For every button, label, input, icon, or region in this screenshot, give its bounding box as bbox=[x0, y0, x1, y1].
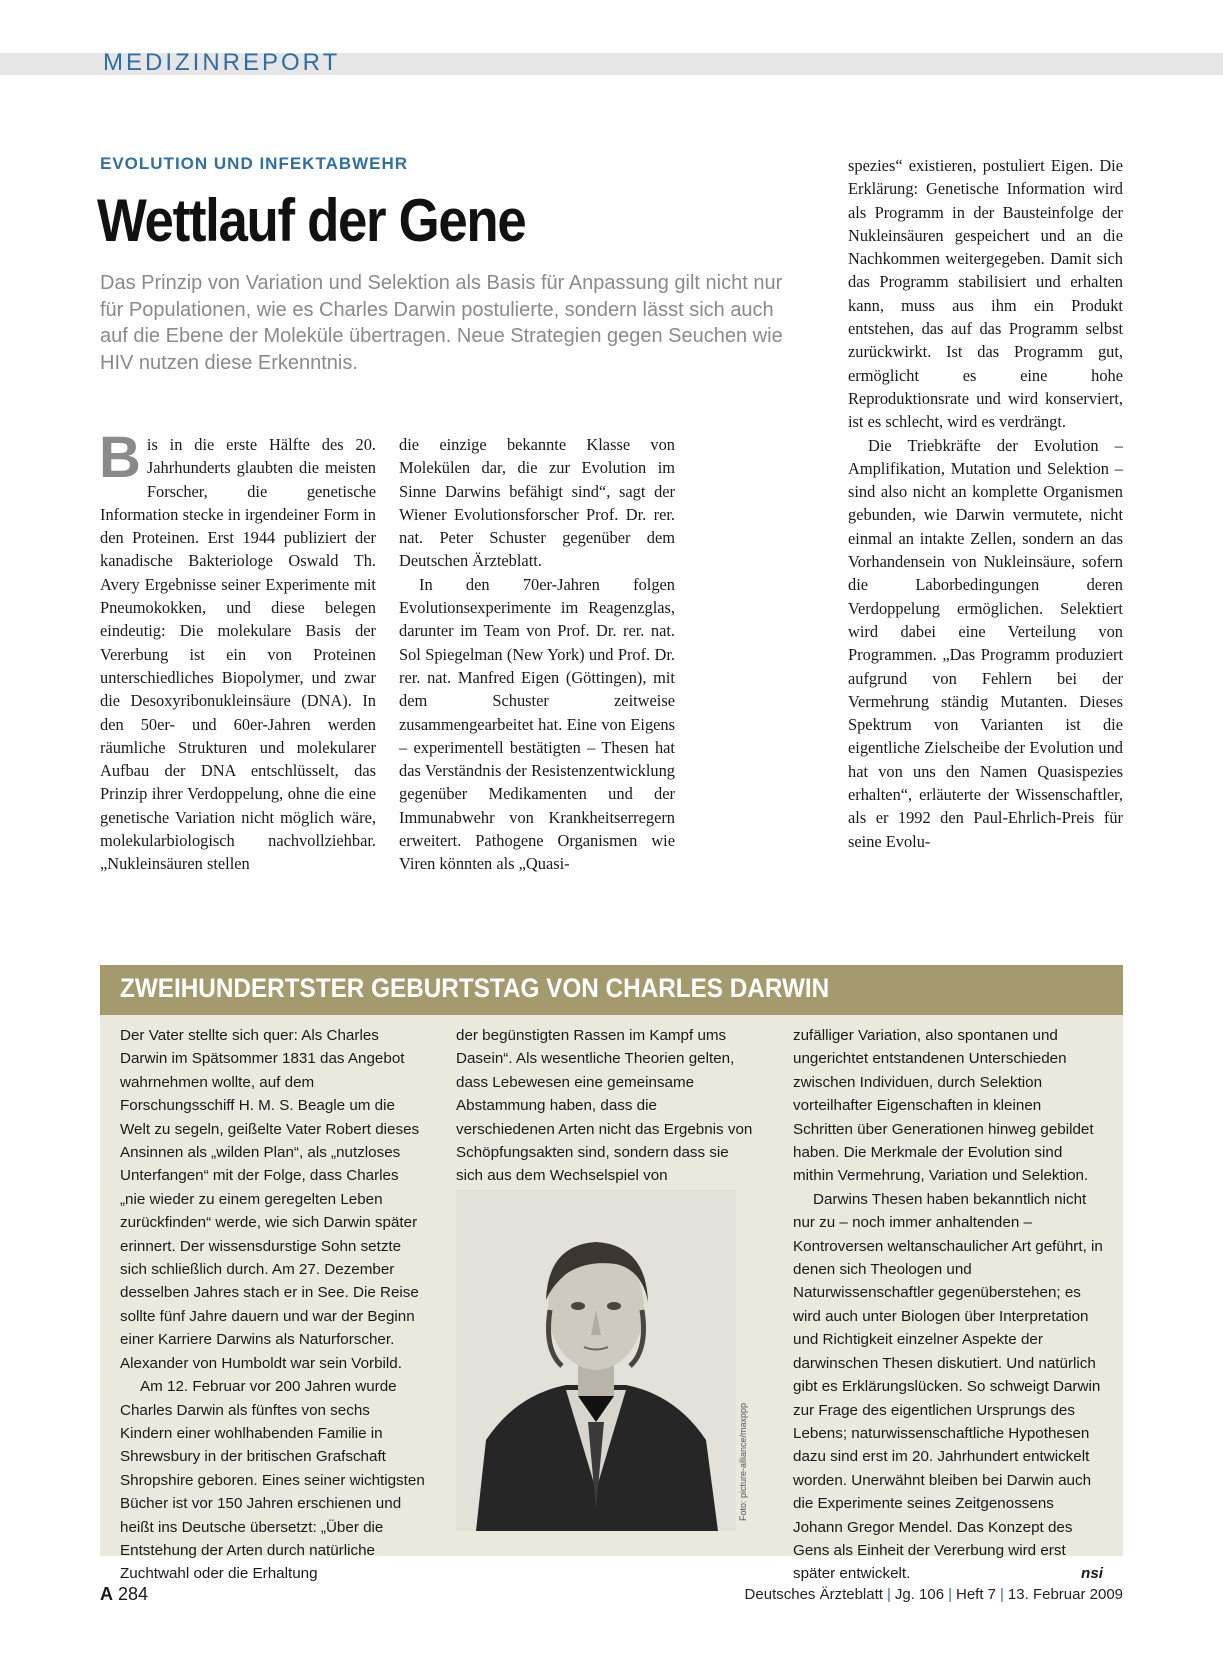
article-paragraph: die einzige bekannte Klasse von Molekülen dar, die zur Evolution im Sinne Darwins befähigt sind“, sagt der Wiener Evolutionsforscher Prof. Dr. rer. nat. Peter Schuster gegenüber dem Deutschen Ärzteblatt. bbox=[399, 435, 675, 571]
separator: | bbox=[1000, 1586, 1004, 1603]
separator: | bbox=[948, 1586, 952, 1603]
article-headline: Wettlauf der Gene bbox=[97, 187, 526, 254]
page-prefix: A bbox=[100, 1584, 113, 1604]
paragraph-text: Darwins Thesen haben bekanntlich nicht nur zu – noch immer anhaltenden – Kontroversen weltanschaulicher Art geführt, in denen sich Theologen und Naturwissenschaftler gegenüberstehen; es wird auch unter Biologen über Interpretation und Richtigkeit einzelner Aspekte der darwinschen Thesen diskutiert. Und natürlich gibt es Erklärungslücken. So schweigt Darwin zur Frage des eigentlichen Ursprungs des Lebens; naturwissenschaftliche Hypothesen dazu sind erst im 20. Jahrhundert entwickelt worden. Unerwähnt bleiben bei Darwin auch die Experimente seines Zeitgenossens Johann Gregor Mendel. Das Konzept des Gens als Einheit der Vererbung wird erst später entwickelt. bbox=[793, 1190, 1103, 1583]
info-box-column-3 bbox=[793, 1024, 1103, 1586]
article-paragraph: spezies“ existieren, postuliert Eigen. Die Erklärung: Genetische Information wird als Programm in der Bausteinfolge der Nukleinsäuren gespeichert und an die Nachkommen weitergegeben. Damit sich das Programm stabilisiert und erhalten kann, muss aus ihm ein Produkt entstehen, das auf das Programm selbst zurückwirkt. Ist das Programm gut, ermöglicht es eine hohe Reproduktionsrate und wird konserviert, ist es schlecht, wird es verdrängt. bbox=[848, 156, 1123, 432]
author-signature: nsi bbox=[1081, 1565, 1103, 1583]
article-column-3 bbox=[848, 154, 1123, 853]
page-number bbox=[100, 1584, 148, 1605]
box-paragraph: Der Vater stellte sich quer: Als Charles Darwin im Spätsommer 1831 das Angebot wahrnehmen wollte, auf dem Forschungsschiff H. M. S. Beagle um die Welt zu segeln, geißelte Vater Robert dieses Ansinnen als „wilden Plan“, als „nutzloses Unterfangen“ mit der Folge, dass Charles „nie wieder zu einem geregelten Leben zurückfinden“ werde, wie sich Darwin später erinnert. Der wissensdurstige Sohn setzte sich schließlich durch. Am 27. Dezember desselben Jahres stach er in See. Die Reise sollte fünf Jahre dauern und war der Beginn einer Karriere Darwins als Naturforscher. Alexander von Humboldt war sein Vorbild. bbox=[120, 1027, 420, 1372]
article-paragraph: Die Triebkräfte der Evolution – Amplifikation, Mutation und Selektion – sind also nicht an komplette Organismen gebunden, wie Darwin vermutete, nicht einmal an intakte Zellen, sondern an das Vorhandensein von Nukleinsäure, sofern die Laborbedingungen deren Verdoppelung ermöglichen. Selektiert wird dabei eine Verteilung von Programmen. „Das Programm produziert aufgrund von Fehlern bei der Vermehrung ständig Mutanten. Dieses Spektrum von Varianten ist die eigentliche Zielscheibe der Evolution und hat von uns den Namen Quasispezies erhalten“, erläuterte der Wissenschaftler, als er 1992 den Paul-Ehrlich-Preis für seine Evolu- bbox=[848, 435, 1123, 851]
journal-date: 13. Februar 2009 bbox=[1007, 1586, 1123, 1603]
darwin-portrait-photo bbox=[456, 1190, 736, 1531]
article-paragraph bbox=[99, 425, 376, 876]
info-box-title: ZWEIHUNDERTSTER GEBURTSTAG VON CHARLES DARWIN bbox=[120, 973, 830, 1003]
drop-cap: B bbox=[99, 425, 141, 490]
info-box bbox=[100, 965, 1123, 1583]
page-number-value: 284 bbox=[118, 1584, 149, 1604]
article-paragraph: In den 70er-Jahren folgen Evolutionsexperimente im Reagenzglas, darunter im Team von Prof. Dr. rer. nat. Sol Spiegelman (New York) und Prof. Dr. rer. nat. Manfred Eigen (Göttingen), mit dem Schuster zeitweise zusammengearbeitet hat. Eine von Eigens – experimentell bestätigten – Thesen hat das Verständnis der Resistenzentwicklung gegenüber Medikamenten und der Immunabwehr von Krankheitserregern erweitert. Pathogene Organismen wie Viren könnten als „Quasi- bbox=[399, 574, 675, 874]
paragraph-text: is in die erste Hälfte des 20. Jahrhunderts glaubten die meisten Forscher, die genetische Information stecke in irgendeiner Form in den Proteinen. Erst 1944 publiziert der kanadische Bakteriologe Oswald Th. Avery Ergebnisse seiner Experimente mit Pneumokokken, und diese belegen eindeutig: Die molekulare Basis der Vererbung ist ein von Proteinen unterschiedliches Biopolymer, und zwar die Desoxyribonukleinsäure (DNA). In den 50er- und 60er-Jahren werden räumliche Strukturen und molekularer Aufbau der DNA entschlüsselt, das Prinzip ihrer Verdoppelung, ohne die eine genetische Variation nicht möglich wäre, molekularbiologisch nachvollziehbar. „Nukleinsäuren stellen bbox=[100, 435, 376, 874]
box-paragraph bbox=[793, 1188, 1103, 1586]
photo-credit: Foto: picture-alliance/maxppp bbox=[738, 1402, 748, 1521]
journal-name: Deutsches Ärzteblatt bbox=[744, 1586, 883, 1603]
info-box-column-2 bbox=[456, 1024, 756, 1188]
article-column-1 bbox=[99, 425, 376, 876]
box-paragraph: der begünstigten Rassen im Kampf ums Dasein“. Als wesentliche Theorien gelten, dass Lebewesen eine gemeinsame Abstammung haben, dass die verschiedenen Arten nicht das Ergebnis von Schöpfungsakten sind, sondern dass sie sich aus dem Wechselspiel von bbox=[456, 1027, 753, 1185]
box-paragraph: zufälliger Variation, also spontanen und ungerichtet entstandenen Unterschieden zwischen Individuen, durch Selektion vorteilhafter Eigenschaften in kleinen Schritten über Generationen hinweg gebildet haben. Die Merkmale der Evolution sind mithin Vermehrung, Variation und Selektion. bbox=[793, 1027, 1094, 1185]
separator: | bbox=[886, 1586, 891, 1603]
info-box-column-1 bbox=[120, 1024, 425, 1586]
article-column-2 bbox=[399, 433, 675, 876]
article-lead: Das Prinzip von Variation und Selektion als Basis für Anpassung gilt nicht nur für Populationen, wie es Charles Darwin postulierte, sondern lässt sich auch auf die Ebene der Moleküle übertragen. Neue Strategien gegen Seuchen wie HIV nutzen diese Erkenntnis. bbox=[100, 272, 783, 374]
portrait-illustration bbox=[456, 1190, 736, 1531]
publication-info bbox=[745, 1586, 1123, 1603]
journal-issue: Heft 7 bbox=[955, 1586, 997, 1603]
section-label: MEDIZINREPORT bbox=[103, 49, 341, 76]
info-box-header bbox=[100, 965, 1123, 1015]
article-kicker: EVOLUTION UND INFEKTABWEHR bbox=[100, 154, 409, 173]
box-paragraph: Am 12. Februar vor 200 Jahren wurde Charles Darwin als fünftes von sechs Kindern einer wohlhabenden Familie in Shrewsbury in der britischen Grafschaft Shropshire geboren. Eines seiner wichtigsten Bücher ist vor 150 Jahren erschienen und heißt ins Deutsche übersetzt: „Über die Entstehung der Arten durch natürliche Zuchtwahl oder die Erhaltung bbox=[120, 1378, 425, 1583]
journal-volume: Jg. 106 bbox=[894, 1586, 945, 1603]
